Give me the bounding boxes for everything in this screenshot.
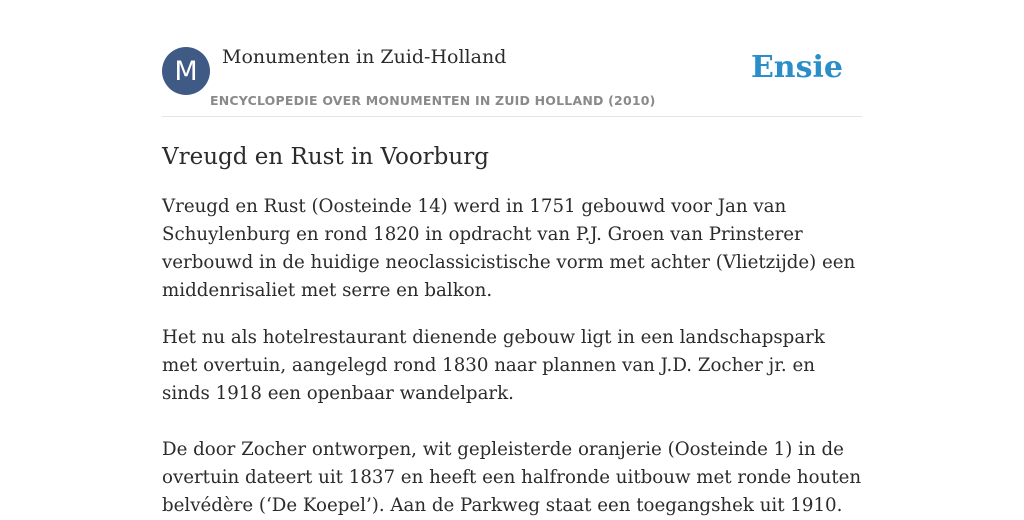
article-paragraph: Het nu als hotelrestaurant dienende gebouw ligt in een landschapspark met overtuin, aangelegd rond 1830 naar plannen van J.D. Zocher jr. en sinds 1918 een openbaar wandelpark. [162,327,825,404]
avatar[interactable]: M [162,47,210,95]
article-title: Vreugd en Rust in Voorburg [162,144,489,170]
site-subtitle: ENCYCLOPEDIE OVER MONUMENTEN IN ZUID HOLLAND (2010) [210,93,656,108]
header [162,0,862,117]
article-body [162,193,862,520]
article-paragraph: Vreugd en Rust (Oosteinde 14) werd in 1751 gebouwd voor Jan van Schuylenburg en rond 1820 in opdracht van P.J. Groen van Prinsterer verbouwd in de huidige neoclassicistische vorm met achter (Vlietzijde) een middenrisaliet met serre en balkon. [162,196,856,301]
page [162,0,862,520]
article-paragraph: De door Zocher ontworpen, wit gepleisterde oranjerie (Oosteinde 1) in de overtuin dateert uit 1837 en heeft een halfronde uitbouw met ronde houten belvédère (‘De Koepel’). Aan de Parkweg staat een toegangshek uit 1910. [162,439,862,516]
site-title-link[interactable]: Monumenten in Zuid-Holland [222,46,507,68]
ensie-logo[interactable]: Ensie [750,50,843,85]
